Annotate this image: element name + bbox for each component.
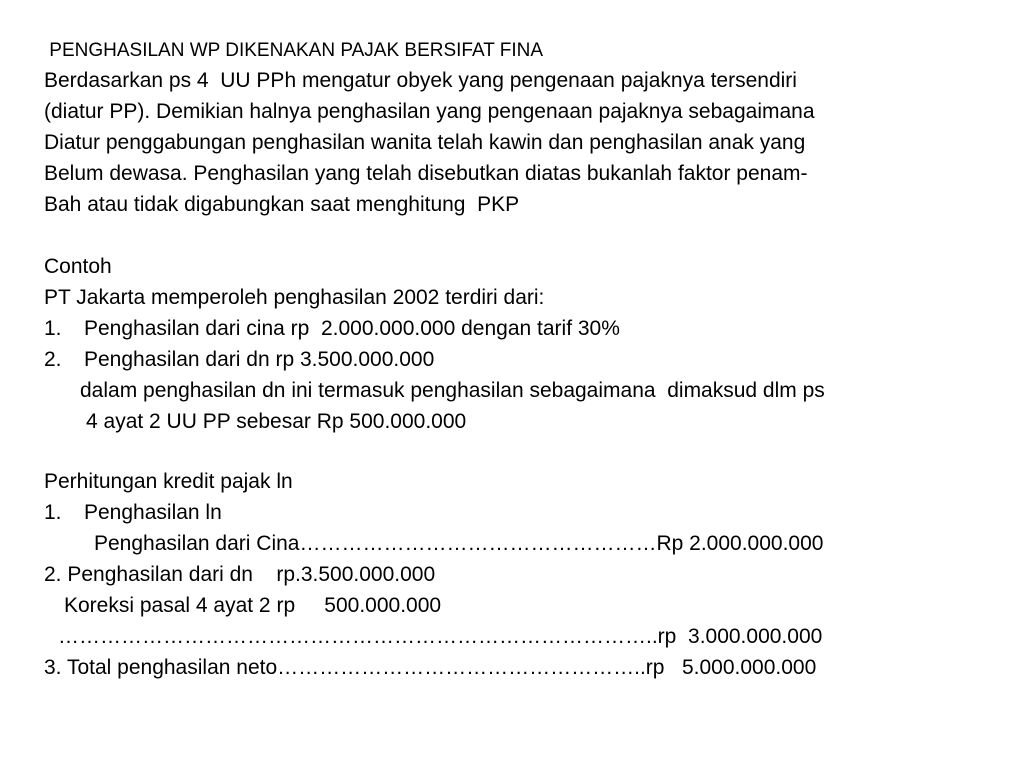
list-number: 2. [44, 348, 62, 371]
calculation-koreksi-line: Koreksi pasal 4 ayat 2 rp 500.000.000 [64, 594, 442, 617]
list-number: 1. [44, 501, 62, 524]
example-note-line: 4 ayat 2 UU PP sebesar Rp 500.000.000 [86, 410, 467, 433]
intro-line: (diatur PP). Demikian halnya penghasilan yang pengenaan pajaknya sebagaimana [44, 100, 815, 123]
calculation-dn-line: 2. Penghasilan dari dn rp.3.500.000.000 [44, 563, 436, 586]
list-number: 1. [44, 317, 62, 340]
slide-title: PENGHASILAN WP DIKENAKAN PAJAK BERSIFAT FINA [44, 40, 544, 61]
example-company-line: PT Jakarta memperoleh penghasilan 2002 terdiri dari: [44, 286, 545, 309]
example-note-line: dalam penghasilan dn ini termasuk penghasilan sebagaimana dimaksud dlm ps [80, 379, 825, 402]
list-item: Penghasilan dari dn rp 3.500.000.000 [84, 348, 435, 371]
calculation-item-label: Penghasilan ln [84, 501, 222, 524]
intro-line: Bah atau tidak digabungkan saat menghitung PKP [44, 193, 520, 216]
calculation-cina-line: Penghasilan dari Cina……………………………………………Rp 2.000.000.000 [94, 532, 824, 555]
intro-line: Diatur penggabungan penghasilan wanita telah kawin dan penghasilan anak yang [44, 131, 806, 154]
calculation-total-line: 3. Total penghasilan neto……………………………………………..rp 5.000.000.000 [44, 656, 817, 679]
example-heading: Contoh [44, 255, 112, 278]
intro-line: Belum dewasa. Penghasilan yang telah disebutkan diatas bukanlah faktor penam- [44, 162, 808, 185]
intro-line: Berdasarkan ps 4 UU PPh mengatur obyek yang pengenaan pajaknya tersendiri [44, 69, 797, 92]
list-item: Penghasilan dari cina rp 2.000.000.000 dengan tarif 30% [84, 317, 620, 340]
calculation-subtotal-line: …………………………………………………………………………..rp 3.000.000.000 [58, 625, 823, 648]
calculation-heading: Perhitungan kredit pajak ln [44, 470, 293, 493]
